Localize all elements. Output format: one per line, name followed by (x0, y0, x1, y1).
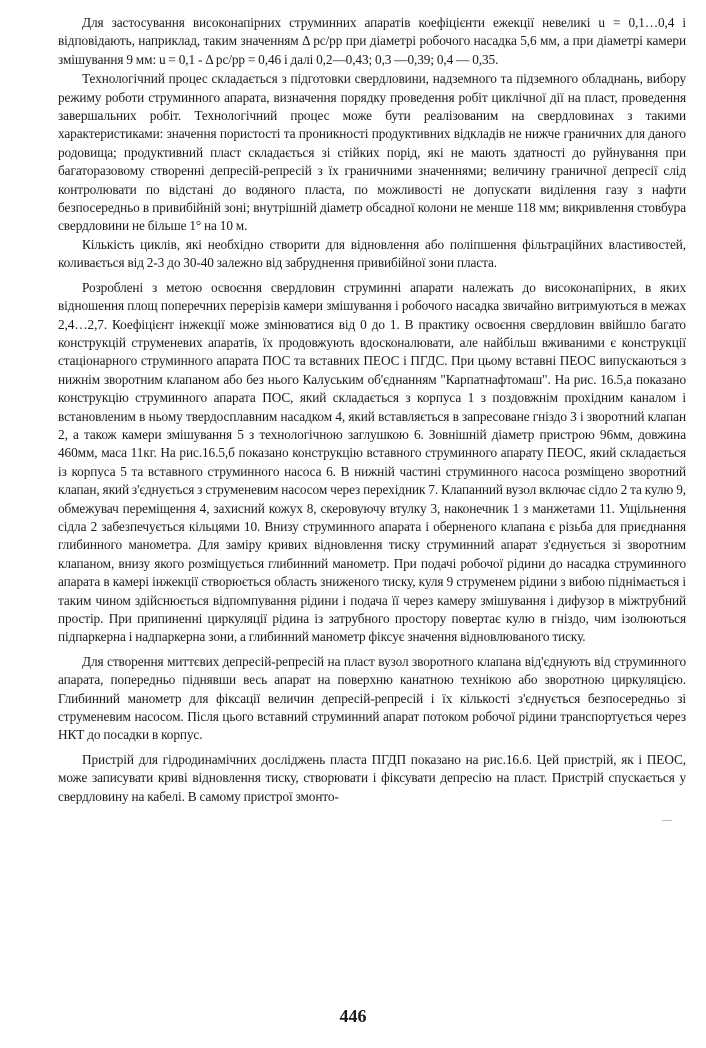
paragraph-cycle-count: Кількість циклів, які необхідно створити для відновлення або поліпшення фільтраційних властивостей, коливається від 2-3 до 30-40 залежно від забруднення привибійної зони пласта. (58, 236, 686, 271)
paragraph-technological-process: Технологічний процес складається з підготовки свердловини, надземного та підземного обладнань, вибору режиму роботи струминного апарата, визначення порядку проведення робіт циклічної дії на пласт, проведення завершальних робіт. Технологічний процес може бути реалізованим на свердловинах з такими характеристиками: значення пористості та проникності продуктивних відкладів не нижче граничних для даного родовища; продуктивний пласт складається зі стійких порід, які не мають здатності до руйнування при багаторазовому створенні депресій-репресій з їх граничними значеннями; величину граничної депресії слід контролювати по відстані до водяного пласта, по можливості не допускати виділення газу з нафти безпосередньо в привибійній зоні; внутрішній діаметр обсадної колони не менше 118 мм; викривлення стовбура свердловини не більше 1° на 10 м. (58, 71, 686, 234)
paragraph-ejection-coefficients: Для застосування високонапірних струминних апаратів коефіцієнти ежекції невеликі u = 0,1…0,4 і відповідають, наприклад, таким значенням Δ pс/pр при діаметрі робочого насадка 5,6 мм, а при діаметрі камери змішування 9 мм: u = 0,1 - Δ pс/pр = 0,46 і далі 0,2—0,43; 0,3 —0,39; 0,4 — 0,35. (58, 15, 686, 67)
paragraph-instant-depressions: Для створення миттєвих депресій-репресій на пласт вузол зворотного клапана від'єднують від струминного апарата, попередньо піднявши весь апарат на поверхню канатною технікою або зворотною циркуляцією. Глибинний манометр для фіксації величин депресій-репресій і їх кількості з'єднується безпосередньо зі струменевим насосом. Після цього вставний струминний апарат потоком робочої рідини транспортується через НКТ до посадки в корпус. (58, 653, 686, 743)
page-number: 446 (339, 1006, 367, 1026)
margin-mark (662, 820, 672, 821)
paragraph-jet-apparatus-designs: Розроблені з метою освоєння свердловин струминні апарати належать до високонапірних, в яких відношення площ поперечних перерізів камери змішування і робочого насадка звичайно витримуються в межах 2,4…2,7. Коефіцієнт інжекції може змінюватися від 0 до 1. В практику освоєння свердловин ввійшло багато конструкцій струменевих апаратів, їх продовжують вдосконалювати, але найбільш вживаними є конструкції стаціонарного струминного апарата ПОС та вставних ПЕОС і ПГДС. При цьому вставні ПЕОС випускаються з нижнім зворотним клапаном або без нього Калуським об'єднанням "Карпатнафтомаш". На рис. 16.5,а показано конструкцію струминного апарата ПОС, який складається з корпуса 1 з поздовжнім прохідним каналом і встановленим в ньому твердосплавним насадком 4, який вставляється в запресоване гніздо 3 і зворотний клапан 2, а також камери змішування 5 з технологічною заглушкою 6. Зовнішній діаметр пристрою 96мм, довжина 460мм, маса 11кг. На рис.16.5,б показано конструкцію вставного струминного апарату ПЕОС, який складається із корпуса 5 та вставного струминного насоса 6. В нижній частині струминного насоса розміщено зворотний клапан, який з'єднується з струменевим насосом через перехідник 7. Клапанний вузол включає сідло 2 та кулю 9, обмежувач переміщення 4, захисний кожух 8, скеровуючу втулку 3, наконечник 1 з манжетами 11. Ущільнення сідла 2 забезпечується кільцями 10. Внизу струминного апарата і оберненого клапана є різьба для приєднання глибинного манометра. Для заміру кривих відновлення тиску струминний апарат з'єднується зі зворотним клапаном, внизу якого розміщується глибинний манометр. При подачі робочої рідини до насадка струминного апарата в камері інжекції створюється область зниженого тиску, куля 9 струменем рідини з вибою піднімається і таким чином здійснюється відпомпування рідини і подача її через камеру змішування і дифузор в міжтрубний простір. При припиненні циркуляції рідина із затрубного простору повертає кулю в гніздо, чим ізолюються підпаркерна і надпаркерна зони, а глибинний манометр фіксує значення відновлюваного тиску. (58, 279, 686, 645)
paragraph-pgdp-device: Пристрій для гідродинамічних досліджень пласта ПГДП показано на рис.16.6. Цей пристрій, як і ПЕОС, може записувати криві відновлення тиску, створювати і фіксувати депресію на пласт. Пристрій спускається у свердловину на кабелі. В самому пристрої змонто- (58, 751, 686, 804)
page-body (58, 14, 686, 806)
